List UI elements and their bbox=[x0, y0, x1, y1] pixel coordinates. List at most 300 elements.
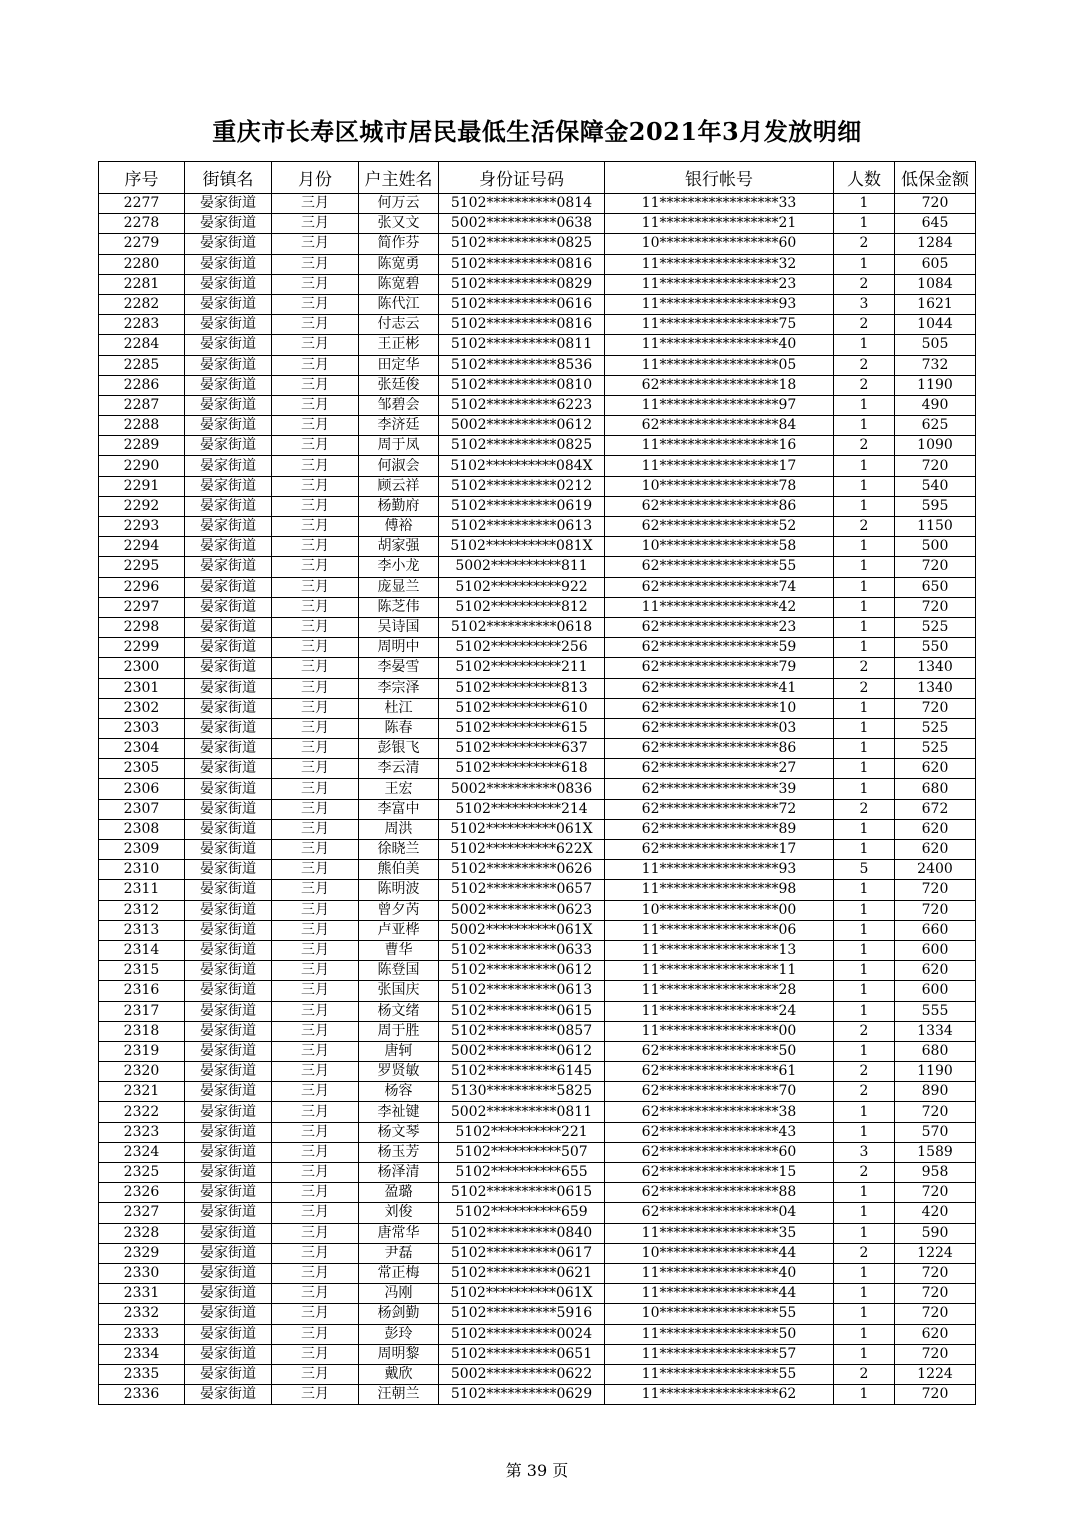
amount-cell: 720 bbox=[895, 1183, 976, 1203]
table-row bbox=[99, 214, 976, 234]
amount-cell: 720 bbox=[895, 880, 976, 900]
id-number-cell: 5102**********0613 bbox=[439, 517, 605, 537]
people-count-cell: 1 bbox=[834, 1263, 895, 1283]
month-cell: 三月 bbox=[272, 395, 359, 415]
bank-account-cell: 10*****************60 bbox=[605, 234, 834, 254]
month-cell: 三月 bbox=[272, 718, 359, 738]
bank-account-cell: 11*****************75 bbox=[605, 315, 834, 335]
name-cell: 张国庆 bbox=[359, 981, 439, 1001]
month-cell: 三月 bbox=[272, 234, 359, 254]
people-count-cell: 1 bbox=[834, 940, 895, 960]
serial-cell: 2296 bbox=[99, 577, 185, 597]
district-cell: 晏家街道 bbox=[185, 214, 272, 234]
district-cell: 晏家街道 bbox=[185, 1284, 272, 1304]
table-row bbox=[99, 617, 976, 637]
amount-cell: 620 bbox=[895, 840, 976, 860]
people-count-cell: 1 bbox=[834, 577, 895, 597]
table-row bbox=[99, 799, 976, 819]
serial-cell: 2281 bbox=[99, 274, 185, 294]
amount-cell: 550 bbox=[895, 638, 976, 658]
id-number-cell: 5102**********0816 bbox=[439, 315, 605, 335]
district-cell: 晏家街道 bbox=[185, 1062, 272, 1082]
month-cell: 三月 bbox=[272, 476, 359, 496]
name-cell: 张廷俊 bbox=[359, 375, 439, 395]
district-cell: 晏家街道 bbox=[185, 294, 272, 314]
bank-account-cell: 11*****************93 bbox=[605, 294, 834, 314]
serial-cell: 2284 bbox=[99, 335, 185, 355]
people-count-cell: 1 bbox=[834, 1284, 895, 1304]
month-cell: 三月 bbox=[272, 517, 359, 537]
serial-cell: 2304 bbox=[99, 739, 185, 759]
month-cell: 三月 bbox=[272, 274, 359, 294]
people-count-cell: 1 bbox=[834, 476, 895, 496]
name-cell: 陈登国 bbox=[359, 961, 439, 981]
column-header: 户主姓名 bbox=[359, 162, 439, 194]
column-header: 身份证号码 bbox=[439, 162, 605, 194]
bank-account-cell: 11*****************13 bbox=[605, 940, 834, 960]
table-row bbox=[99, 274, 976, 294]
district-cell: 晏家街道 bbox=[185, 395, 272, 415]
serial-cell: 2311 bbox=[99, 880, 185, 900]
bank-account-cell: 11*****************16 bbox=[605, 436, 834, 456]
month-cell: 三月 bbox=[272, 1263, 359, 1283]
amount-cell: 958 bbox=[895, 1163, 976, 1183]
month-cell: 三月 bbox=[272, 1082, 359, 1102]
district-cell: 晏家街道 bbox=[185, 658, 272, 678]
amount-cell: 720 bbox=[895, 698, 976, 718]
district-cell: 晏家街道 bbox=[185, 254, 272, 274]
people-count-cell: 1 bbox=[834, 537, 895, 557]
district-cell: 晏家街道 bbox=[185, 1344, 272, 1364]
people-count-cell: 1 bbox=[834, 456, 895, 476]
serial-cell: 2322 bbox=[99, 1102, 185, 1122]
district-cell: 晏家街道 bbox=[185, 900, 272, 920]
table-row bbox=[99, 698, 976, 718]
amount-cell: 600 bbox=[895, 981, 976, 1001]
name-cell: 王宏 bbox=[359, 779, 439, 799]
name-cell: 何淑会 bbox=[359, 456, 439, 476]
month-cell: 三月 bbox=[272, 1122, 359, 1142]
id-number-cell: 5102**********0829 bbox=[439, 274, 605, 294]
table-row bbox=[99, 1102, 976, 1122]
people-count-cell: 1 bbox=[834, 920, 895, 940]
name-cell: 付志云 bbox=[359, 315, 439, 335]
people-count-cell: 1 bbox=[834, 557, 895, 577]
table-row bbox=[99, 840, 976, 860]
month-cell: 三月 bbox=[272, 860, 359, 880]
people-count-cell: 1 bbox=[834, 1223, 895, 1243]
amount-cell: 680 bbox=[895, 1041, 976, 1061]
serial-cell: 2326 bbox=[99, 1183, 185, 1203]
table-row bbox=[99, 1243, 976, 1263]
name-cell: 李富中 bbox=[359, 799, 439, 819]
name-cell: 杜江 bbox=[359, 698, 439, 718]
bank-account-cell: 62*****************23 bbox=[605, 617, 834, 637]
amount-cell: 720 bbox=[895, 1344, 976, 1364]
name-cell: 刘俊 bbox=[359, 1203, 439, 1223]
amount-cell: 490 bbox=[895, 395, 976, 415]
table-row bbox=[99, 476, 976, 496]
district-cell: 晏家街道 bbox=[185, 1102, 272, 1122]
serial-cell: 2287 bbox=[99, 395, 185, 415]
amount-cell: 1340 bbox=[895, 678, 976, 698]
table-row bbox=[99, 496, 976, 516]
id-number-cell: 5102**********0626 bbox=[439, 860, 605, 880]
district-cell: 晏家街道 bbox=[185, 1183, 272, 1203]
district-cell: 晏家街道 bbox=[185, 920, 272, 940]
id-number-cell: 5102**********0825 bbox=[439, 436, 605, 456]
name-cell: 傅裕 bbox=[359, 517, 439, 537]
month-cell: 三月 bbox=[272, 779, 359, 799]
amount-cell: 650 bbox=[895, 577, 976, 597]
district-cell: 晏家街道 bbox=[185, 416, 272, 436]
name-cell: 卢亚桦 bbox=[359, 920, 439, 940]
people-count-cell: 2 bbox=[834, 517, 895, 537]
table-row bbox=[99, 537, 976, 557]
id-number-cell: 5002**********0836 bbox=[439, 779, 605, 799]
district-cell: 晏家街道 bbox=[185, 436, 272, 456]
people-count-cell: 1 bbox=[834, 617, 895, 637]
serial-cell: 2312 bbox=[99, 900, 185, 920]
page-title: 重庆市长寿区城市居民最低生活保障金2021年3月发放明细 bbox=[212, 117, 862, 146]
serial-cell: 2285 bbox=[99, 355, 185, 375]
name-cell: 曾夕芮 bbox=[359, 900, 439, 920]
bank-account-cell: 62*****************55 bbox=[605, 557, 834, 577]
serial-cell: 2292 bbox=[99, 496, 185, 516]
id-number-cell: 5002**********0612 bbox=[439, 416, 605, 436]
serial-cell: 2279 bbox=[99, 234, 185, 254]
name-cell: 周洪 bbox=[359, 819, 439, 839]
bank-account-cell: 11*****************17 bbox=[605, 456, 834, 476]
bank-account-cell: 62*****************39 bbox=[605, 779, 834, 799]
table-row bbox=[99, 981, 976, 1001]
amount-cell: 720 bbox=[895, 1284, 976, 1304]
bank-account-cell: 62*****************41 bbox=[605, 678, 834, 698]
district-cell: 晏家街道 bbox=[185, 739, 272, 759]
column-header: 低保金额 bbox=[895, 162, 976, 194]
amount-cell: 600 bbox=[895, 940, 976, 960]
table-row bbox=[99, 1203, 976, 1223]
amount-cell: 1044 bbox=[895, 315, 976, 335]
people-count-cell: 1 bbox=[834, 779, 895, 799]
people-count-cell: 2 bbox=[834, 658, 895, 678]
amount-cell: 620 bbox=[895, 1324, 976, 1344]
amount-cell: 620 bbox=[895, 759, 976, 779]
serial-cell: 2314 bbox=[99, 940, 185, 960]
month-cell: 三月 bbox=[272, 436, 359, 456]
amount-cell: 590 bbox=[895, 1223, 976, 1243]
people-count-cell: 1 bbox=[834, 1102, 895, 1122]
people-count-cell: 1 bbox=[834, 638, 895, 658]
district-cell: 晏家街道 bbox=[185, 1163, 272, 1183]
name-cell: 盈璐 bbox=[359, 1183, 439, 1203]
month-cell: 三月 bbox=[272, 1021, 359, 1041]
district-cell: 晏家街道 bbox=[185, 1304, 272, 1324]
people-count-cell: 1 bbox=[834, 880, 895, 900]
district-cell: 晏家街道 bbox=[185, 517, 272, 537]
id-number-cell: 5102**********061X bbox=[439, 819, 605, 839]
benefit-table bbox=[98, 161, 976, 1405]
amount-cell: 720 bbox=[895, 1304, 976, 1324]
amount-cell: 720 bbox=[895, 456, 976, 476]
serial-cell: 2332 bbox=[99, 1304, 185, 1324]
serial-cell: 2297 bbox=[99, 597, 185, 617]
amount-cell: 625 bbox=[895, 416, 976, 436]
district-cell: 晏家街道 bbox=[185, 1203, 272, 1223]
people-count-cell: 1 bbox=[834, 1304, 895, 1324]
month-cell: 三月 bbox=[272, 1243, 359, 1263]
table-row bbox=[99, 436, 976, 456]
page-number: 第 39 页 bbox=[505, 1461, 569, 1480]
amount-cell: 1190 bbox=[895, 1062, 976, 1082]
table-row bbox=[99, 1082, 976, 1102]
name-cell: 杨勤府 bbox=[359, 496, 439, 516]
name-cell: 杨剑勤 bbox=[359, 1304, 439, 1324]
table-row bbox=[99, 1142, 976, 1162]
bank-account-cell: 62*****************52 bbox=[605, 517, 834, 537]
bank-account-cell: 62*****************04 bbox=[605, 1203, 834, 1223]
amount-cell: 1224 bbox=[895, 1364, 976, 1384]
month-cell: 三月 bbox=[272, 698, 359, 718]
district-cell: 晏家街道 bbox=[185, 617, 272, 637]
district-cell: 晏家街道 bbox=[185, 1223, 272, 1243]
amount-cell: 420 bbox=[895, 1203, 976, 1223]
name-cell: 李晏雪 bbox=[359, 658, 439, 678]
people-count-cell: 1 bbox=[834, 1001, 895, 1021]
people-count-cell: 2 bbox=[834, 274, 895, 294]
people-count-cell: 1 bbox=[834, 698, 895, 718]
id-number-cell: 5102**********0615 bbox=[439, 1001, 605, 1021]
people-count-cell: 1 bbox=[834, 1041, 895, 1061]
bank-account-cell: 11*****************28 bbox=[605, 981, 834, 1001]
month-cell: 三月 bbox=[272, 1223, 359, 1243]
table-row bbox=[99, 1284, 976, 1304]
serial-cell: 2308 bbox=[99, 819, 185, 839]
id-number-cell: 5102**********0810 bbox=[439, 375, 605, 395]
month-cell: 三月 bbox=[272, 1364, 359, 1384]
id-number-cell: 5102**********0651 bbox=[439, 1344, 605, 1364]
amount-cell: 555 bbox=[895, 1001, 976, 1021]
bank-account-cell: 62*****************10 bbox=[605, 698, 834, 718]
serial-cell: 2324 bbox=[99, 1142, 185, 1162]
people-count-cell: 1 bbox=[834, 214, 895, 234]
id-number-cell: 5102**********610 bbox=[439, 698, 605, 718]
serial-cell: 2303 bbox=[99, 718, 185, 738]
district-cell: 晏家街道 bbox=[185, 1364, 272, 1384]
bank-account-cell: 11*****************57 bbox=[605, 1344, 834, 1364]
bank-account-cell: 10*****************55 bbox=[605, 1304, 834, 1324]
id-number-cell: 5102**********0617 bbox=[439, 1243, 605, 1263]
serial-cell: 2310 bbox=[99, 860, 185, 880]
amount-cell: 595 bbox=[895, 496, 976, 516]
id-number-cell: 5102**********0616 bbox=[439, 294, 605, 314]
amount-cell: 540 bbox=[895, 476, 976, 496]
serial-cell: 2290 bbox=[99, 456, 185, 476]
district-cell: 晏家街道 bbox=[185, 577, 272, 597]
bank-account-cell: 62*****************61 bbox=[605, 1062, 834, 1082]
people-count-cell: 2 bbox=[834, 234, 895, 254]
bank-account-cell: 62*****************38 bbox=[605, 1102, 834, 1122]
district-cell: 晏家街道 bbox=[185, 335, 272, 355]
id-number-cell: 5102**********8536 bbox=[439, 355, 605, 375]
table-row bbox=[99, 658, 976, 678]
table-row bbox=[99, 254, 976, 274]
district-cell: 晏家街道 bbox=[185, 597, 272, 617]
name-cell: 李云清 bbox=[359, 759, 439, 779]
district-cell: 晏家街道 bbox=[185, 698, 272, 718]
serial-cell: 2306 bbox=[99, 779, 185, 799]
district-cell: 晏家街道 bbox=[185, 1001, 272, 1021]
id-number-cell: 5002**********0612 bbox=[439, 1041, 605, 1061]
id-number-cell: 5102**********256 bbox=[439, 638, 605, 658]
amount-cell: 720 bbox=[895, 557, 976, 577]
serial-cell: 2289 bbox=[99, 436, 185, 456]
bank-account-cell: 11*****************06 bbox=[605, 920, 834, 940]
serial-cell: 2317 bbox=[99, 1001, 185, 1021]
id-number-cell: 5102**********6223 bbox=[439, 395, 605, 415]
table-row bbox=[99, 1344, 976, 1364]
table-row bbox=[99, 1324, 976, 1344]
name-cell: 吴诗国 bbox=[359, 617, 439, 637]
month-cell: 三月 bbox=[272, 194, 359, 214]
id-number-cell: 5102**********812 bbox=[439, 597, 605, 617]
table-row bbox=[99, 1223, 976, 1243]
bank-account-cell: 62*****************17 bbox=[605, 840, 834, 860]
name-cell: 唐轲 bbox=[359, 1041, 439, 1061]
table-row bbox=[99, 335, 976, 355]
id-number-cell: 5102**********0618 bbox=[439, 617, 605, 637]
table-row bbox=[99, 819, 976, 839]
month-cell: 三月 bbox=[272, 355, 359, 375]
people-count-cell: 2 bbox=[834, 1082, 895, 1102]
bank-account-cell: 11*****************23 bbox=[605, 274, 834, 294]
bank-account-cell: 62*****************72 bbox=[605, 799, 834, 819]
id-number-cell: 5102**********211 bbox=[439, 658, 605, 678]
table-row bbox=[99, 1304, 976, 1324]
id-number-cell: 5102**********813 bbox=[439, 678, 605, 698]
id-number-cell: 5102**********922 bbox=[439, 577, 605, 597]
id-number-cell: 5102**********0633 bbox=[439, 940, 605, 960]
month-cell: 三月 bbox=[272, 658, 359, 678]
table-row bbox=[99, 940, 976, 960]
id-number-cell: 5002**********0623 bbox=[439, 900, 605, 920]
table-row bbox=[99, 1385, 976, 1405]
people-count-cell: 1 bbox=[834, 1324, 895, 1344]
table-row bbox=[99, 718, 976, 738]
bank-account-cell: 11*****************35 bbox=[605, 1223, 834, 1243]
district-cell: 晏家街道 bbox=[185, 678, 272, 698]
table-row bbox=[99, 517, 976, 537]
district-cell: 晏家街道 bbox=[185, 1082, 272, 1102]
month-cell: 三月 bbox=[272, 739, 359, 759]
table-row bbox=[99, 315, 976, 335]
month-cell: 三月 bbox=[272, 880, 359, 900]
month-cell: 三月 bbox=[272, 940, 359, 960]
name-cell: 冯刚 bbox=[359, 1284, 439, 1304]
serial-cell: 2278 bbox=[99, 214, 185, 234]
bank-account-cell: 11*****************11 bbox=[605, 961, 834, 981]
table-row bbox=[99, 597, 976, 617]
amount-cell: 1224 bbox=[895, 1243, 976, 1263]
people-count-cell: 3 bbox=[834, 1142, 895, 1162]
district-cell: 晏家街道 bbox=[185, 799, 272, 819]
table-row bbox=[99, 557, 976, 577]
bank-account-cell: 11*****************55 bbox=[605, 1364, 834, 1384]
people-count-cell: 2 bbox=[834, 1364, 895, 1384]
serial-cell: 2280 bbox=[99, 254, 185, 274]
table-row bbox=[99, 577, 976, 597]
name-cell: 尹磊 bbox=[359, 1243, 439, 1263]
id-number-cell: 5130**********5825 bbox=[439, 1082, 605, 1102]
id-number-cell: 5102**********0629 bbox=[439, 1385, 605, 1405]
name-cell: 李宗泽 bbox=[359, 678, 439, 698]
district-cell: 晏家街道 bbox=[185, 961, 272, 981]
month-cell: 三月 bbox=[272, 1304, 359, 1324]
people-count-cell: 2 bbox=[834, 1062, 895, 1082]
id-number-cell: 5102**********0657 bbox=[439, 880, 605, 900]
bank-account-cell: 10*****************78 bbox=[605, 476, 834, 496]
amount-cell: 720 bbox=[895, 194, 976, 214]
amount-cell: 720 bbox=[895, 1385, 976, 1405]
month-cell: 三月 bbox=[272, 416, 359, 436]
id-number-cell: 5102**********0814 bbox=[439, 194, 605, 214]
bank-account-cell: 62*****************89 bbox=[605, 819, 834, 839]
id-number-cell: 5102**********507 bbox=[439, 1142, 605, 1162]
amount-cell: 1589 bbox=[895, 1142, 976, 1162]
people-count-cell: 2 bbox=[834, 678, 895, 698]
table-row bbox=[99, 920, 976, 940]
district-cell: 晏家街道 bbox=[185, 1324, 272, 1344]
people-count-cell: 1 bbox=[834, 254, 895, 274]
serial-cell: 2316 bbox=[99, 981, 185, 1001]
id-number-cell: 5002**********0638 bbox=[439, 214, 605, 234]
district-cell: 晏家街道 bbox=[185, 840, 272, 860]
people-count-cell: 1 bbox=[834, 1385, 895, 1405]
table-row bbox=[99, 1122, 976, 1142]
month-cell: 三月 bbox=[272, 254, 359, 274]
table-row bbox=[99, 1062, 976, 1082]
people-count-cell: 2 bbox=[834, 1021, 895, 1041]
column-header: 序号 bbox=[99, 162, 185, 194]
people-count-cell: 1 bbox=[834, 739, 895, 759]
serial-cell: 2330 bbox=[99, 1263, 185, 1283]
amount-cell: 672 bbox=[895, 799, 976, 819]
serial-cell: 2283 bbox=[99, 315, 185, 335]
amount-cell: 720 bbox=[895, 597, 976, 617]
amount-cell: 645 bbox=[895, 214, 976, 234]
bank-account-cell: 62*****************86 bbox=[605, 739, 834, 759]
column-header: 街镇名 bbox=[185, 162, 272, 194]
name-cell: 陈宽碧 bbox=[359, 274, 439, 294]
id-number-cell: 5102**********615 bbox=[439, 718, 605, 738]
people-count-cell: 2 bbox=[834, 799, 895, 819]
bank-account-cell: 62*****************79 bbox=[605, 658, 834, 678]
district-cell: 晏家街道 bbox=[185, 274, 272, 294]
bank-account-cell: 62*****************74 bbox=[605, 577, 834, 597]
id-number-cell: 5102**********0619 bbox=[439, 496, 605, 516]
serial-cell: 2321 bbox=[99, 1082, 185, 1102]
name-cell: 邹碧会 bbox=[359, 395, 439, 415]
amount-cell: 1284 bbox=[895, 234, 976, 254]
id-number-cell: 5102**********081X bbox=[439, 537, 605, 557]
amount-cell: 505 bbox=[895, 335, 976, 355]
name-cell: 罗贤敏 bbox=[359, 1062, 439, 1082]
amount-cell: 720 bbox=[895, 1102, 976, 1122]
serial-cell: 2336 bbox=[99, 1385, 185, 1405]
amount-cell: 525 bbox=[895, 739, 976, 759]
month-cell: 三月 bbox=[272, 759, 359, 779]
name-cell: 田定华 bbox=[359, 355, 439, 375]
